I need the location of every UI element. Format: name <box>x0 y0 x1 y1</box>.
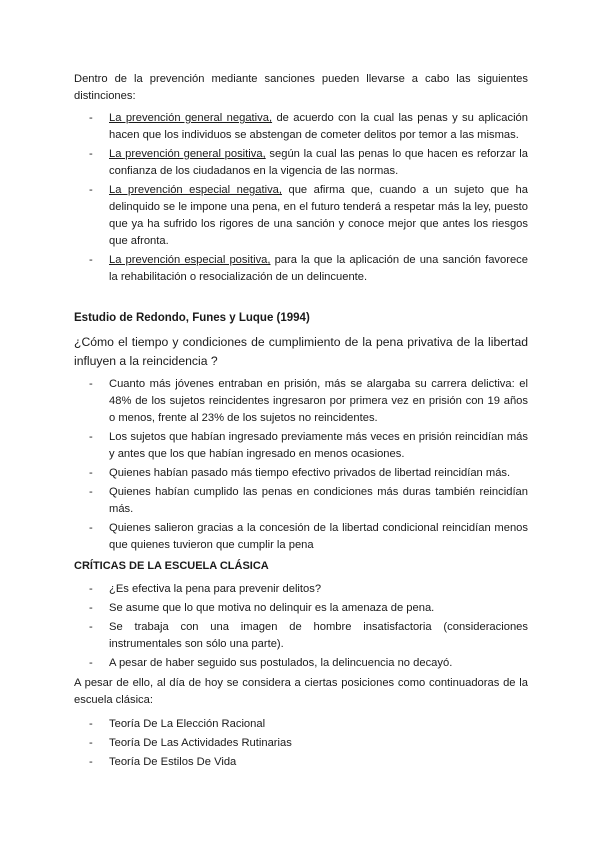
list-item: - Teoría De Las Actividades Rutinarias <box>74 735 528 752</box>
list-item: - Los sujetos que habían ingresado previamente más veces en prisión reincidían más y antes que los que habían ingresado en menos ocasiones. <box>74 429 528 463</box>
list-item: - Teoría De La Elección Racional <box>74 716 528 733</box>
list-item: - Se trabaja con una imagen de hombre insatisfactoria (consideraciones instrumentales son sólo una parte). <box>74 619 528 653</box>
list-item: - ¿Es efectiva la pena para prevenir delitos? <box>74 581 528 598</box>
prevention-description: de acuerdo con la cual las penas y su aplicación hacen que los individuos se abstengan de cometer delitos por temor a las mismas. <box>109 112 528 141</box>
study-question: ¿Cómo el tiempo y condiciones de cumplimiento de la pena privativa de la libertad influyen a la reincidencia ? <box>74 335 528 368</box>
intro-paragraph: Dentro de la prevención mediante sanciones pueden llevarse a cabo las siguientes distinciones: <box>74 73 528 102</box>
prevention-description: para la que la aplicación de una sanción favorece la rehabilitación o resocialización de un delincuente. <box>109 254 528 283</box>
list-item: - Quienes salieron gracias a la concesión de la libertad condicional reincidían menos que quienes tuvieron que cumplir la pena <box>74 520 528 554</box>
prevention-description: que afirma que, cuando a un sujeto que ha delinquido se le impone una pena, en el futuro tenderá a respetar más la ley, puesto que ya ha sufrido los rigores de una sanción y conoce mejor que antes los riesgos que afronta. <box>109 184 528 247</box>
theories-list <box>74 716 528 773</box>
prevention-term: La prevención especial positiva, <box>109 254 271 266</box>
prevention-term: La prevención general positiva, <box>109 148 266 160</box>
list-item: - A pesar de haber seguido sus postulados, la delincuencia no decayó. <box>74 655 528 672</box>
list-item: - Cuanto más jóvenes entraban en prisión, más se alargaba su carrera delictiva: el 48% de los sujetos reincidentes ingresaron por primera vez en prisión con 19 años o menos, frente al 23% de los sujetos no reincidentes. <box>74 376 528 427</box>
list-item: - Se asume que lo que motiva no delinquir es la amenaza de pena. <box>74 600 528 617</box>
list-item: - Teoría De Estilos De Vida <box>74 754 528 771</box>
study-heading: Estudio de Redondo, Funes y Luque (1994) <box>74 312 310 324</box>
critics-list <box>74 581 528 674</box>
list-item <box>74 110 528 144</box>
study-findings-list <box>74 376 528 556</box>
list-item <box>74 182 528 250</box>
list-item <box>74 146 528 180</box>
prevention-types-list <box>74 110 528 288</box>
prevention-term: La prevención especial negativa, <box>109 184 283 196</box>
list-item: - Quienes habían cumplido las penas en condiciones más duras también reincidían más. <box>74 484 528 518</box>
prevention-term: La prevención general negativa, <box>109 112 273 124</box>
critics-heading: CRÍTICAS DE LA ESCUELA CLÁSICA <box>74 560 269 572</box>
prevention-description: según la cual las penas lo que hacen es reforzar la confianza de los ciudadanos en la vigencia de las normas. <box>109 148 528 177</box>
list-item: - Quienes habían pasado más tiempo efectivo privados de libertad reincidían más. <box>74 465 528 482</box>
closing-paragraph: A pesar de ello, al día de hoy se considera a ciertas posiciones como continuadoras de la escuela clásica: <box>74 677 528 706</box>
list-item <box>74 252 528 286</box>
